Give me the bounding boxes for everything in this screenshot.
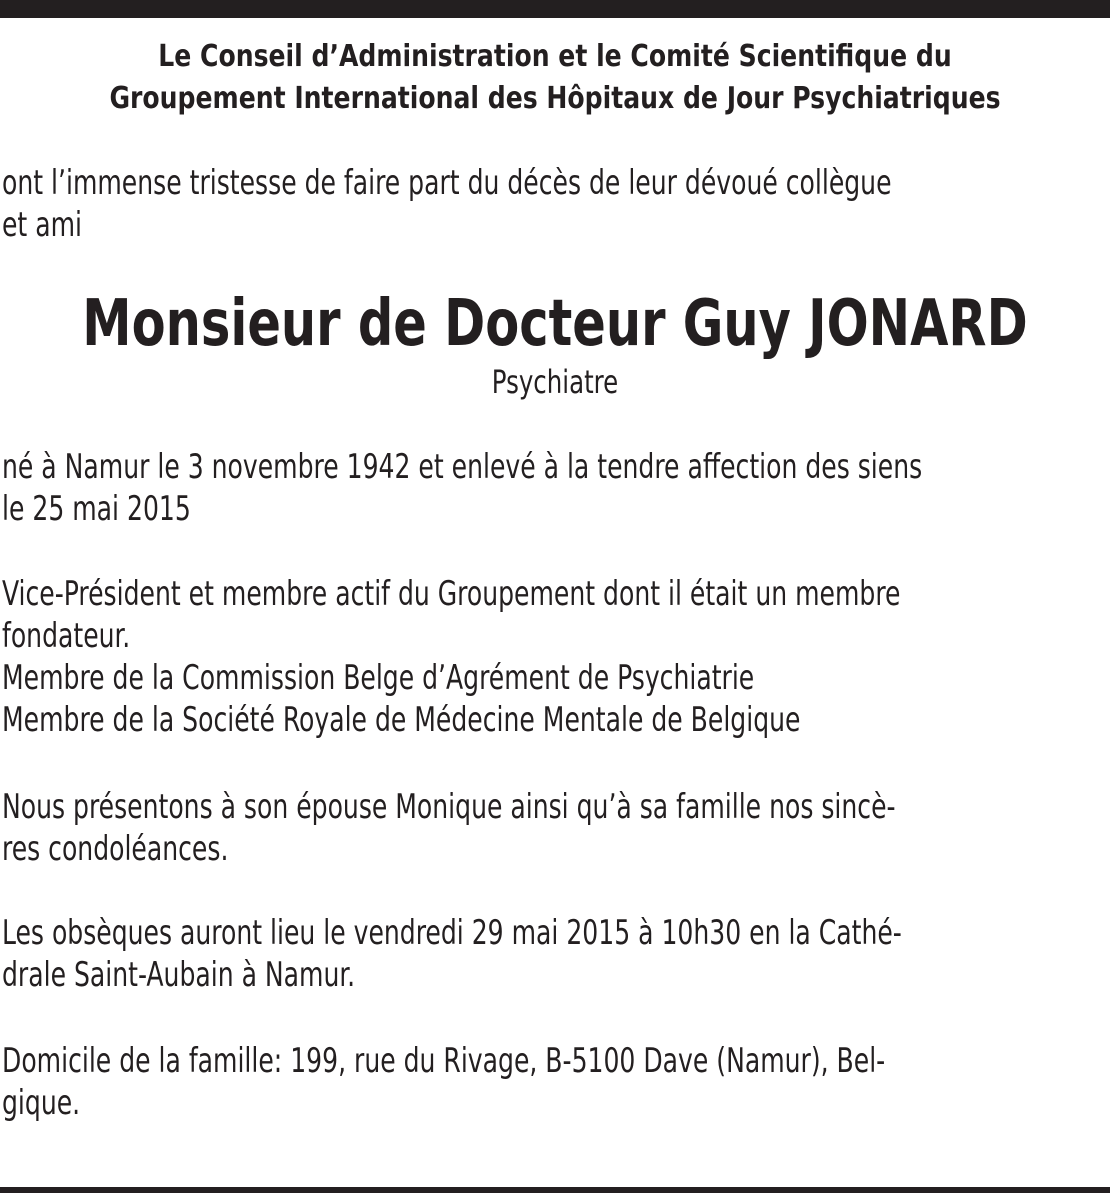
condolences-line: Nous présentons à son épouse Monique ainsi qu’à sa famille nos sincè-: [2, 787, 896, 827]
roles-line: Membre de la Société Royale de Médecine Mentale de Belgique: [2, 700, 801, 740]
address-line: gique.: [2, 1083, 81, 1123]
roles-paragraph: [2, 573, 945, 741]
birth-line: le 25 mai 2015: [2, 489, 191, 529]
address-line: Domicile de la famille: 199, rue du Rivage, B-5100 Dave (Namur), Bel-: [2, 1041, 886, 1081]
funeral-line: drale Saint-Aubain à Namur.: [2, 955, 356, 995]
funeral-line: Les obsèques auront lieu le vendredi 29 mai 2015 à 10h30 en la Cathé-: [2, 913, 902, 953]
roles-line: Vice-Président et membre actif du Groupement dont il était un membre: [2, 574, 901, 614]
organization-header-line: Groupement International des Hôpitaux de Jour Psychiatriques: [109, 81, 1001, 116]
address-paragraph: [2, 1040, 945, 1124]
deceased-profession: Psychiatre: [491, 363, 619, 401]
bottom-border-rule: [0, 1187, 1110, 1193]
intro-paragraph: [2, 162, 945, 246]
roles-line: Membre de la Commission Belge d’Agrément de Psychiatrie: [2, 658, 755, 698]
birth-paragraph: [2, 446, 945, 530]
organization-header: [39, 36, 1071, 120]
funeral-paragraph: [2, 912, 945, 996]
birth-line: né à Namur le 3 novembre 1942 et enlevé à la tendre affection des siens: [2, 447, 923, 487]
deceased-name: Monsieur de Docteur Guy JONARD: [82, 287, 1028, 361]
intro-line: ont l’immense tristesse de faire part du décès de leur dévoué collègue: [2, 163, 892, 203]
organization-header-line: Le Conseil d’Administration et le Comité Scientifique du: [158, 39, 952, 74]
roles-line: fondateur.: [2, 616, 131, 656]
top-border-rule: [0, 0, 1110, 18]
condolences-paragraph: [2, 786, 945, 870]
condolences-line: res condoléances.: [2, 829, 229, 869]
intro-line: et ami: [2, 205, 83, 245]
